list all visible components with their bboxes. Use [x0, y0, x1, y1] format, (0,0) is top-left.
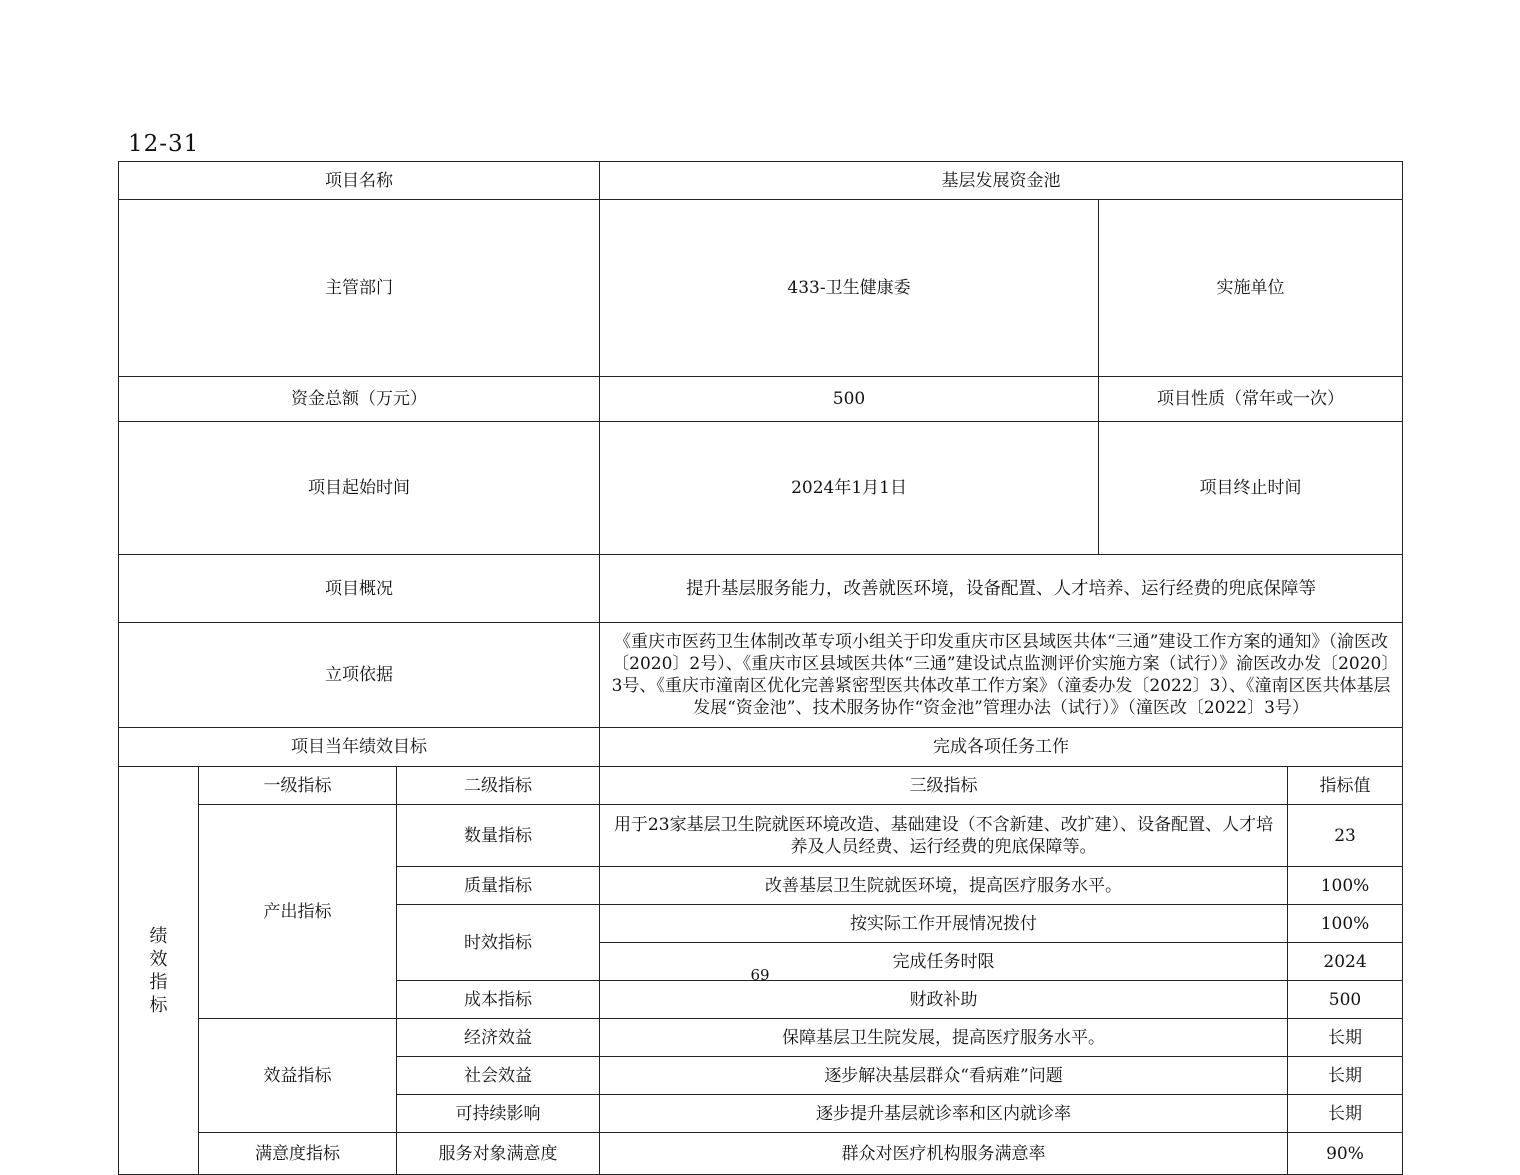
start-label: 项目起始时间 [119, 422, 600, 555]
value-cell: 长期 [1288, 1019, 1403, 1057]
overview-value: 提升基层服务能力，改善就医环境，设备配置、人才培养、运行经费的兜底保障等 [600, 555, 1403, 623]
level2-cell: 时效指标 [397, 905, 600, 981]
header-value: 指标值 [1288, 767, 1403, 805]
goal-value: 完成各项任务工作 [600, 728, 1403, 767]
indicators-section-label: 绩效指标 [119, 767, 199, 1175]
value-cell: 2024 [1288, 943, 1403, 981]
project-performance-table [118, 161, 1403, 1175]
value-cell: 100% [1288, 867, 1403, 905]
level3-cell: 改善基层卫生院就医环境，提高医疗服务水平。 [600, 867, 1288, 905]
dept-value: 433-卫生健康委 [600, 200, 1099, 377]
level3-cell: 按实际工作开展情况拨付 [600, 905, 1288, 943]
level1-satisfaction: 满意度指标 [199, 1133, 397, 1175]
row-goal [119, 728, 1403, 767]
overview-label: 项目概况 [119, 555, 600, 623]
level1-benefit: 效益指标 [199, 1019, 397, 1133]
level2-cell: 经济效益 [397, 1019, 600, 1057]
row-overview [119, 555, 1403, 623]
value-cell: 长期 [1288, 1057, 1403, 1095]
value-cell: 长期 [1288, 1095, 1403, 1133]
table-row [119, 1019, 1403, 1057]
dept-label: 主管部门 [119, 200, 600, 377]
row-indicator-headers [119, 767, 1403, 805]
basis-label: 立项依据 [119, 623, 600, 728]
level2-cell: 成本指标 [397, 981, 600, 1019]
level3-cell: 财政补助 [600, 981, 1288, 1019]
fund-label: 资金总额（万元） [119, 377, 600, 422]
row-basis [119, 623, 1403, 728]
unit-label: 实施单位 [1099, 200, 1403, 377]
page-number: 69 [750, 966, 770, 984]
level2-cell: 可持续影响 [397, 1095, 600, 1133]
header-level3: 三级指标 [600, 767, 1288, 805]
nature-label: 项目性质（常年或一次） [1099, 377, 1403, 422]
row-project-name [119, 162, 1403, 200]
fund-value: 500 [600, 377, 1099, 422]
table-row [119, 805, 1403, 867]
level3-cell: 用于23家基层卫生院就医环境改造、基础建设（不含新建、改扩建）、设备配置、人才培养及人员经费、运行经费的兜底保障等。 [600, 805, 1288, 867]
table-row [119, 1133, 1403, 1175]
start-value: 2024年1月1日 [600, 422, 1099, 555]
basis-value: 《重庆市医药卫生体制改革专项小组关于印发重庆市区县域医共体“三通”建设工作方案的通知》（渝医改〔2020〕2号）、《重庆市区县域医共体“三通”建设试点监测评价实施方案（试行）》渝医改办发〔2020〕3号、《重庆市潼南区优化完善紧密型医共体改革工作方案》（潼委办发〔2022〕3）、《潼南区医共体基层发展“资金池”、技术服务协作“资金池”管理办法（试行）》（潼医改〔2022〕3号） [600, 623, 1403, 728]
row-fund [119, 377, 1403, 422]
value-cell: 23 [1288, 805, 1403, 867]
level3-cell: 保障基层卫生院发展，提高医疗服务水平。 [600, 1019, 1288, 1057]
level3-cell: 逐步提升基层就诊率和区内就诊率 [600, 1095, 1288, 1133]
level3-cell: 完成任务时限 [600, 943, 1288, 981]
project-name-value: 基层发展资金池 [600, 162, 1403, 200]
row-time [119, 422, 1403, 555]
level2-cell: 质量指标 [397, 867, 600, 905]
header-level1: 一级指标 [199, 767, 397, 805]
value-cell: 100% [1288, 905, 1403, 943]
project-name-label: 项目名称 [119, 162, 600, 200]
goal-label: 项目当年绩效目标 [119, 728, 600, 767]
level2-cell: 数量指标 [397, 805, 600, 867]
level1-output: 产出指标 [199, 805, 397, 1019]
value-cell: 500 [1288, 981, 1403, 1019]
value-cell: 90% [1288, 1133, 1403, 1175]
row-department [119, 200, 1403, 377]
header-level2: 二级指标 [397, 767, 600, 805]
end-label: 项目终止时间 [1099, 422, 1403, 555]
level3-cell: 群众对医疗机构服务满意率 [600, 1133, 1288, 1175]
level2-cell: 社会效益 [397, 1057, 600, 1095]
level2-cell: 服务对象满意度 [397, 1133, 600, 1175]
level3-cell: 逐步解决基层群众“看病难”问题 [600, 1057, 1288, 1095]
document-code: 12-31 [128, 131, 200, 157]
